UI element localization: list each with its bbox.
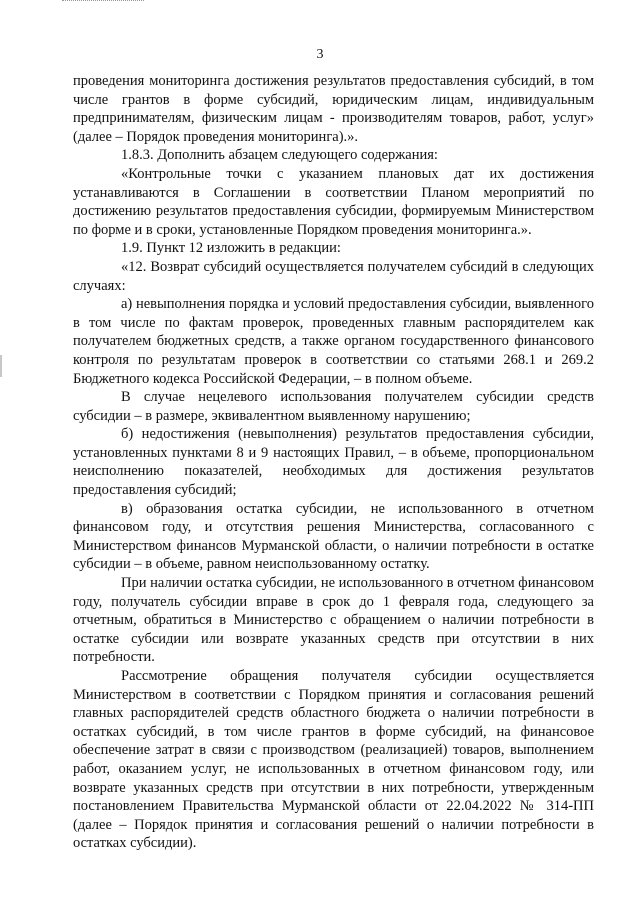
scan-artifact-top bbox=[62, 0, 144, 4]
paragraph-remainder: При наличии остатка субсидии, не использованного в отчетном финансовом году, получатель субсидии вправе в срок до 1 февраля года, следующего за отчетным, обратиться в Министерство с обращением о наличии потребности в остатке субсидии или возврате указанных средств при отсутствии в них потребности. bbox=[73, 575, 594, 666]
paragraph-case-c: в) образования остатка субсидии, не использованного в отчетном финансовом году, и отсутствия решения Министерства, согласованного с Министерством финансов Мурманской области, о наличии потребности в остатке субсидии – в объеме, равном неиспользованному остатку. bbox=[73, 500, 594, 573]
paragraph-control-points: «Контрольные точки с указанием плановых дат их достижения устанавливаются в Соглашении в соответствии Планом мероприятий по достижению результатов предоставления субсидии, формируемым Министерством по форме и в сроки, установленные Порядком проведения мониторинга.». bbox=[73, 165, 594, 238]
paragraph-1-9: 1.9. Пункт 12 изложить в редакции: bbox=[121, 240, 341, 257]
paragraph-review: Рассмотрение обращения получателя субсидии осуществляется Министерством в соответствии с Порядком принятия и согласования решений главных распорядителей средств областного бюджета о наличии потребности в остатках субсидий, в том числе грантов в форме субсидий, на финансовое обеспечение затрат в связи с производством (реализацией) товаров, выполнением работ, оказанием услуг, не использованных в отчетном финансовом году, или возврате указанных средств при отсутствии в них потребности, утвержденным постановлением Правительства Мурманской области от 22.04.2022 № 314-ПП (далее – Порядок принятия и согласования решений о наличии потребности в остатках субсидии). bbox=[73, 668, 594, 852]
paragraph-point-12: «12. Возврат субсидий осуществляется получателем субсидий в следующих случаях: bbox=[73, 258, 594, 294]
paragraph-misuse: В случае нецелевого использования получателем субсидии средств субсидии – в размере, эквивалентном выявленному нарушению; bbox=[73, 389, 594, 424]
page-number: 3 bbox=[316, 47, 324, 62]
document-body bbox=[73, 72, 594, 853]
paragraph-continuation: проведения мониторинга достижения результатов предоставления субсидий, в том числе грантов в форме субсидий, юридическим лицам, индивидуальным предпринимателям, физическим лицам - производителям товаров, работ, услуг» (далее – Порядок проведения мониторинга).». bbox=[73, 73, 594, 145]
scan-artifact-left bbox=[0, 355, 2, 377]
paragraph-case-b: б) недостижения (невыполнения) результатов предоставления субсидии, установленных пунктами 8 и 9 настоящих Правил, – в объеме, пропорциональном неисполнению показателей, необходимых для достижения результатов предоставления субсидий; bbox=[73, 426, 594, 499]
paragraph-case-a: а) невыполнения порядка и условий предоставления субсидии, выявленного в том числе по фактам проверок, проведенных главным распорядителем как получателем бюджетных средств, а также органом государственного финансового контроля по результатам проверок в соответствии со статьями 268.1 и 269.2 Бюджетного кодекса Российской Федерации, – в полном объеме. bbox=[73, 296, 594, 387]
paragraph-1-8-3: 1.8.3. Дополнить абзацем следующего содержания: bbox=[121, 147, 438, 164]
